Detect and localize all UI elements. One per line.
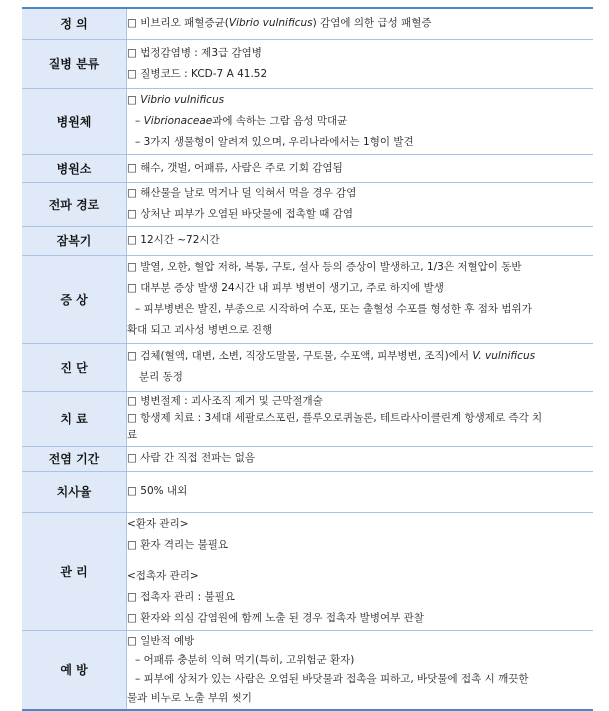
label-symptoms: 증 상 (22, 255, 127, 343)
disease-info-table (22, 7, 593, 711)
list-item: □ 발열, 오한, 혈압 저하, 복통, 구토, 설사 등의 증상이 발생하고, 1/3은 저혈압이 동반 (127, 261, 522, 273)
content-symptoms (127, 255, 594, 343)
content-treatment (127, 391, 594, 446)
content-diagnosis (127, 343, 594, 391)
list-item: □ 환자와 의심 감염원에 함께 노출 된 경우 접촉자 발병여부 관찰 (127, 611, 424, 624)
row-transmission (22, 182, 593, 226)
list-item: □ 해수, 갯벌, 어패류, 사람은 주로 기회 감염됨 (127, 161, 343, 174)
list-item: □ 상처난 피부가 오염된 바닷물에 접촉할 때 감염 (127, 208, 354, 220)
list-item: □ 항생제 치료 : 3세대 세팔로스포린, 플루오로퀴놀론, 테트라사이클린계 항생제로 즉각 치 (127, 412, 543, 424)
list-item: □ 50% 내외 (127, 485, 188, 497)
label-management: 관 리 (22, 512, 127, 630)
content-reservoir (127, 154, 594, 182)
list-item: □ 접촉자 관리 : 불필요 (127, 590, 235, 603)
list-item: □ 질병코드 : KCD-7 A 41.52 (127, 67, 268, 80)
content-pathogen (127, 88, 594, 154)
row-symptoms (22, 255, 593, 343)
row-pathogen (22, 88, 593, 154)
label-fatality: 치사율 (22, 471, 127, 512)
list-item: □ 해산물을 날로 먹거나 덜 익혀서 먹을 경우 감염 (127, 187, 357, 199)
list-item: □ Vibrio vulnificus (127, 93, 225, 106)
list-item: 료 (127, 429, 138, 441)
subheading-contacts: <접촉자 관리> (127, 569, 199, 582)
label-treatment: 치 료 (22, 391, 127, 446)
row-classification (22, 39, 593, 88)
subheading-patient: <환자 관리> (127, 517, 189, 530)
content-transmission (127, 182, 594, 226)
row-definition (22, 8, 593, 39)
row-management (22, 512, 593, 630)
label-pathogen: 병원체 (22, 88, 127, 154)
list-item: – 피부에 상처가 있는 사람은 오염된 바닷물과 접촉을 피하고, 바닷물에 접촉 시 깨끗한 (135, 672, 529, 685)
list-item: – Vibrionaceae과에 속하는 그람 음성 막대균 (135, 114, 348, 127)
list-item: □ 병변절제 : 괴사조직 제거 및 근막절개술 (127, 395, 323, 407)
label-contagious-period: 전염 기간 (22, 446, 127, 471)
row-diagnosis (22, 343, 593, 391)
content-definition (127, 8, 594, 39)
row-treatment (22, 391, 593, 446)
row-contagious-period (22, 446, 593, 471)
label-transmission: 전파 경로 (22, 182, 127, 226)
label-prevention: 예 방 (22, 630, 127, 710)
list-item: – 피부병변은 발진, 부종으로 시작하여 수포, 또는 출혈성 수포를 형성한 후 점차 범위가 (135, 303, 532, 315)
label-incubation: 잠복기 (22, 226, 127, 255)
label-reservoir: 병원소 (22, 154, 127, 182)
list-item: □ 검체(혈액, 대변, 소변, 직장도말물, 구토물, 수포액, 피부병변, 조직)에서 V. vulnificus (127, 350, 536, 362)
row-fatality (22, 471, 593, 512)
content-prevention (127, 630, 594, 710)
content-fatality (127, 471, 594, 512)
content-contagious-period (127, 446, 594, 471)
row-reservoir (22, 154, 593, 182)
label-definition: 정 의 (22, 8, 127, 39)
list-item: 물과 비누로 노출 부위 씻기 (127, 691, 252, 704)
list-item: – 3가지 생물형이 알려져 있으며, 우리나라에서는 1형이 발견 (135, 135, 414, 148)
label-classification: 질병 분류 (22, 39, 127, 88)
list-item: □ 법정감염병 : 제3급 감염병 (127, 46, 262, 59)
list-item: □ 12시간 ~72시간 (127, 234, 220, 246)
list-item: □ 사람 간 직접 전파는 없음 (127, 452, 256, 464)
content-management (127, 512, 594, 630)
row-prevention (22, 630, 593, 710)
label-diagnosis: 진 단 (22, 343, 127, 391)
list-item: – 어패류 충분히 익혀 먹기(특히, 고위험군 환자) (135, 653, 355, 666)
definition-text: □ 비브리오 패혈증균(Vibrio vulnificus) 감염에 의한 급성 패혈증 (127, 17, 432, 30)
content-incubation (127, 226, 594, 255)
row-incubation (22, 226, 593, 255)
list-item: □ 환자 격리는 불필요 (127, 538, 229, 551)
list-item: 확대 되고 괴사성 병변으로 진행 (127, 324, 273, 336)
list-item: □ 일반적 예방 (127, 634, 195, 647)
list-item: 분리 동정 (139, 371, 183, 383)
list-item: □ 대부분 증상 발생 24시간 내 피부 병변이 생기고, 주로 하지에 발생 (127, 282, 444, 294)
disease-info-sheet (22, 7, 593, 711)
content-classification (127, 39, 594, 88)
